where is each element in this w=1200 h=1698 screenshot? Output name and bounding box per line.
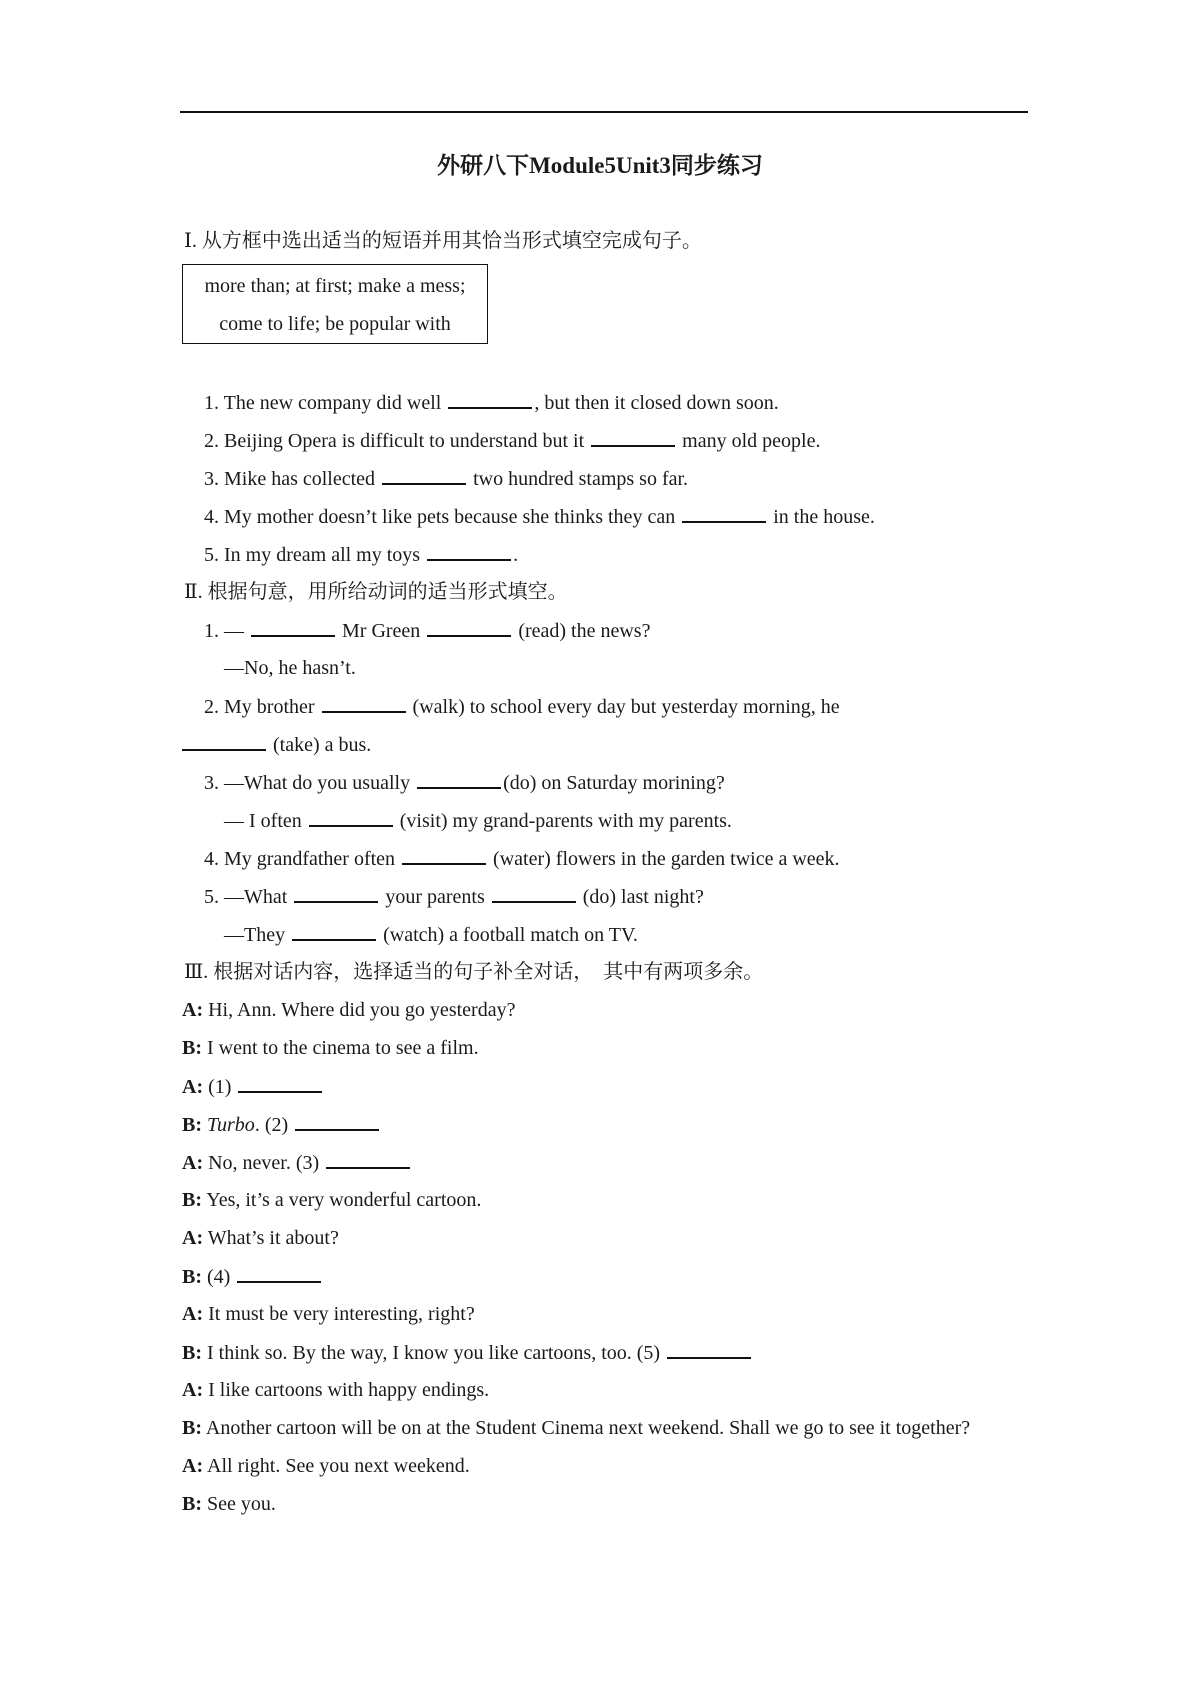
dialogue-line-10: B: I think so. By the way, I know you like cartoons, too. (5) [182,1339,753,1366]
s2-item-5-reply: —They (watch) a football match on TV. [224,921,638,948]
speaker-label: A: [182,1455,204,1477]
s1-item-1: 1. The new company did well , but then it closed down soon. [204,389,779,416]
dialogue-line-3: A: (1) [182,1073,324,1100]
section2-heading: Ⅱ. 根据句意，用所给动词的适当形式填空。 [184,581,568,603]
speaker-label: B: [182,1342,202,1364]
s2-item-2: 2. My brother (walk) to school every day but yesterday morning, he [204,693,840,720]
answer-blank[interactable] [427,617,511,637]
page-title: 外研八下Module5Unit3同步练习 [437,153,763,178]
speaker-label: B: [182,1493,202,1515]
speaker-label: A: [182,1303,204,1325]
dialogue-line-8: B: (4) [182,1263,323,1290]
dialogue-line-1: A: Hi, Ann. Where did you go yesterday? [182,999,516,1021]
answer-blank[interactable] [417,769,501,789]
answer-blank[interactable] [182,731,266,751]
answer-blank[interactable] [667,1339,751,1359]
speaker-label: A: [182,999,204,1021]
answer-blank[interactable] [292,921,376,941]
answer-blank[interactable] [294,883,378,903]
s1-item-3: 3. Mike has collected two hundred stamps so far. [204,465,688,492]
s1-item-5: 5. In my dream all my toys . [204,541,518,568]
phrase-box [182,264,488,344]
s1-item-4: 4. My mother doesn’t like pets because she thinks they can in the house. [204,503,875,530]
dialogue-line-13: A: All right. See you next weekend. [182,1455,470,1477]
answer-blank[interactable] [402,845,486,865]
s1-item-2: 2. Beijing Opera is difficult to understand but it many old people. [204,427,820,454]
dialogue-line-6: B: Yes, it’s a very wonderful cartoon. [182,1189,482,1211]
answer-blank[interactable] [382,465,466,485]
speaker-label: A: [182,1076,204,1098]
s2-item-1: 1. — Mr Green (read) the news? [204,617,650,644]
dialogue-line-11: A: I like cartoons with happy endings. [182,1379,490,1401]
speaker-label: B: [182,1037,202,1059]
dialogue-line-4: B: Turbo. (2) [182,1111,381,1138]
s2-item-5: 5. —What your parents (do) last night? [204,883,704,910]
s2-item-3-reply: — I often (visit) my grand-parents with my parents. [224,807,732,834]
speaker-label: A: [182,1379,204,1401]
speaker-label: A: [182,1227,204,1249]
section3-heading: Ⅲ. 根据对话内容，选择适当的句子补全对话， 其中有两项多余。 [184,961,764,983]
answer-blank[interactable] [309,807,393,827]
header-rule [180,111,1028,113]
answer-blank[interactable] [295,1111,379,1131]
answer-blank[interactable] [322,693,406,713]
dialogue-line-7: A: What’s it about? [182,1227,339,1249]
answer-blank[interactable] [238,1073,322,1093]
answer-blank[interactable] [591,427,675,447]
dialogue-line-9: A: It must be very interesting, right? [182,1303,475,1325]
s2-item-3: 3. —What do you usually (do) on Saturday morining? [204,769,725,796]
dialogue-line-5: A: No, never. (3) [182,1149,412,1176]
section1-heading: Ⅰ. 从方框中选出适当的短语并用其恰当形式填空完成句子。 [184,230,702,252]
speaker-label: A: [182,1152,204,1174]
dialogue-line-14: B: See you. [182,1493,276,1515]
answer-blank[interactable] [326,1149,410,1169]
s2-item-4: 4. My grandfather often (water) flowers in the garden twice a week. [204,845,840,872]
speaker-label: B: [182,1114,202,1136]
answer-blank[interactable] [448,389,532,409]
dialogue-line-2: B: I went to the cinema to see a film. [182,1037,479,1059]
dialogue-line-12: B: Another cartoon will be on at the Student Cinema next weekend. Shall we go to see it together? [182,1417,971,1439]
answer-blank[interactable] [492,883,576,903]
phrase-box-line-1: more than; at first; make a mess; [204,275,466,297]
answer-blank[interactable] [251,617,335,637]
s2-item-1-reply: —No, he hasn’t. [224,657,356,679]
phrase-box-line-2: come to life; be popular with [219,313,451,335]
answer-blank[interactable] [427,541,511,561]
speaker-label: B: [182,1189,202,1211]
speaker-label: B: [182,1417,202,1439]
s2-item-2-cont: (take) a bus. [182,731,371,758]
speaker-label: B: [182,1266,202,1288]
answer-blank[interactable] [237,1263,321,1283]
film-title: Turbo [207,1114,255,1136]
answer-blank[interactable] [682,503,766,523]
